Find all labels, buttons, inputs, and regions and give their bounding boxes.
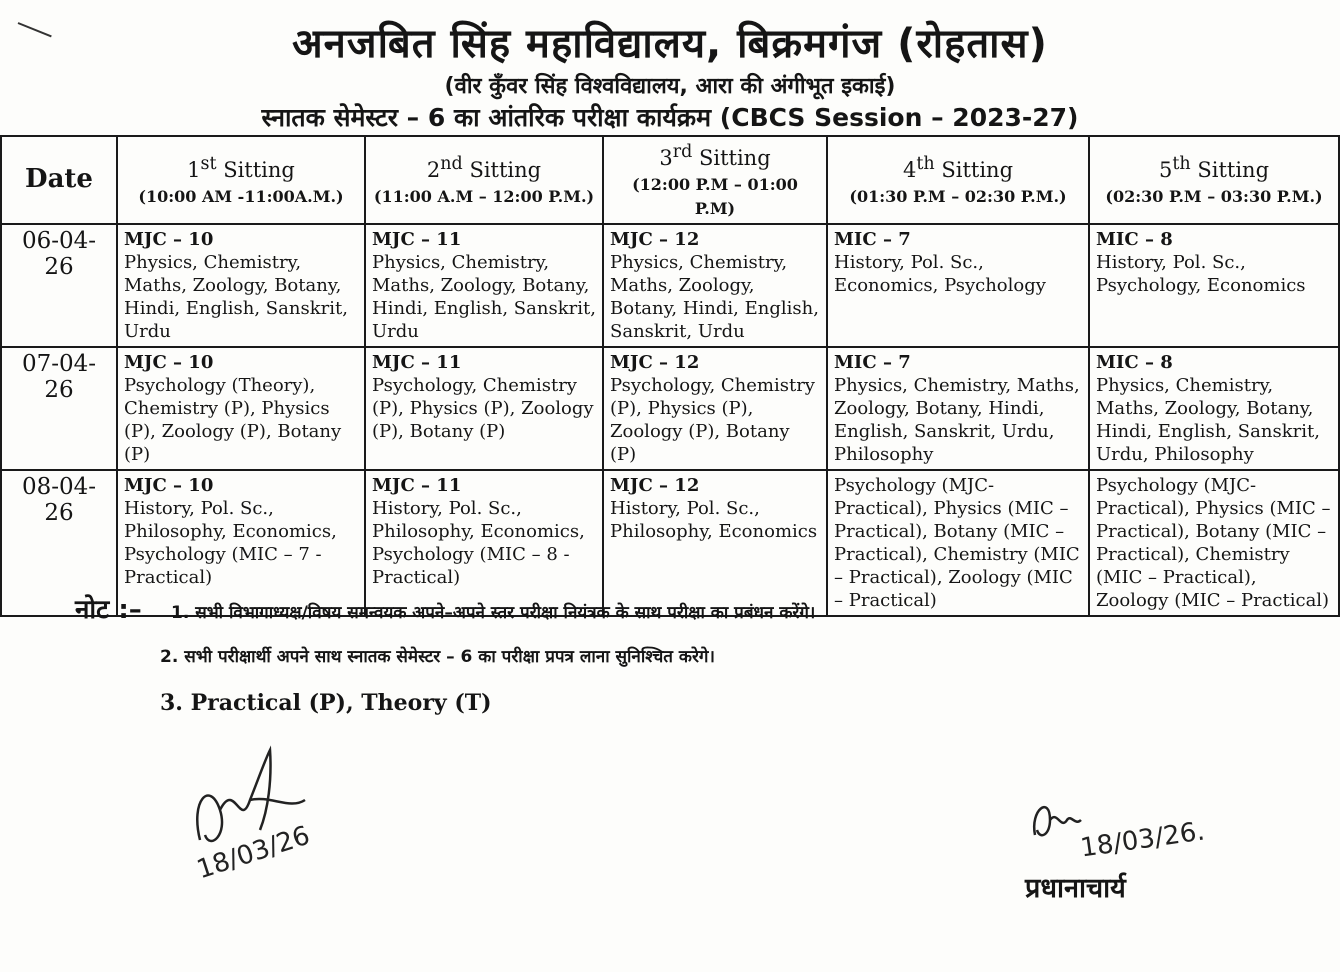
sitting-time: (10:00 AM -11:00A.M.) xyxy=(138,187,344,207)
schedule-cell: MJC – 10 History, Pol. Sc., Philosophy, Economics, Psychology (MIC – 7 - Practical) xyxy=(117,470,365,616)
schedule-cell: MIC – 8 Physics, Chemistry, Maths, Zoology, Botany, Hindi, English, Sanskrit, Urdu, Philosophy xyxy=(1089,347,1339,470)
table-row xyxy=(1,224,1339,347)
row-date: 06-04-26 xyxy=(1,224,117,347)
schedule-cell: Psychology (MJC- Practical), Physics (MIC – Practical), Botany (MIC – Practical), Chemistry (MIC – Practical), Zoology (MIC – Practical) xyxy=(827,470,1089,616)
schedule-cell: MJC – 10 Physics, Chemistry, Maths, Zoology, Botany, Hindi, English, Sanskrit, Urdu xyxy=(117,224,365,347)
university-affiliation: (वीर कुँवर सिंह विश्वविद्यालय, आरा की अंगीभूत इकाई) xyxy=(444,74,896,99)
schedule-cell: MIC – 7 Physics, Chemistry, Maths, Zoology, Botany, Hindi, English, Sanskrit, Urdu, Philosophy xyxy=(827,347,1089,470)
sitting-3-header: 3rd Sitting (12:00 P.M – 01:00 P.M) xyxy=(603,136,827,224)
principal-designation: प्रधानाचार्य xyxy=(1025,873,1126,904)
exam-schedule-table xyxy=(0,135,1340,617)
principal-signature-date: 18/03/26. xyxy=(1078,816,1207,864)
sitting-5-header: 5th Sitting (02:30 P.M – 03:30 P.M.) xyxy=(1089,136,1339,224)
sitting-2-header: 2nd Sitting (11:00 A.M – 12:00 P.M.) xyxy=(365,136,603,224)
schedule-cell: MJC – 12 Psychology, Chemistry (P), Physics (P), Zoology (P), Botany (P) xyxy=(603,347,827,470)
schedule-cell: MJC – 12 History, Pol. Sc., Philosophy, Economics xyxy=(603,470,827,616)
schedule-cell: MJC – 11 Physics, Chemistry, Maths, Zoology, Botany, Hindi, English, Sanskrit, Urdu xyxy=(365,224,603,347)
sitting-4-header: 4th Sitting (01:30 P.M – 02:30 P.M.) xyxy=(827,136,1089,224)
schedule-cell: MJC – 11 History, Pol. Sc., Philosophy, Economics, Psychology (MIC – 8 - Practical) xyxy=(365,470,603,616)
date-column-header: Date xyxy=(1,136,117,224)
notes-label: नोट :– xyxy=(75,595,142,625)
schedule-cell: MIC – 8 History, Pol. Sc., Psychology, Economics xyxy=(1089,224,1339,347)
row-date: 08-04-26 xyxy=(1,470,117,616)
schedule-cell: Psychology (MJC- Practical), Physics (MIC – Practical), Botany (MIC – Practical), Chemistry (MIC – Practical), Zoology (MIC – Practical) xyxy=(1089,470,1339,616)
schedule-cell: MJC – 10 Psychology (Theory), Chemistry (P), Physics (P), Zoology (P), Botany (P) xyxy=(117,347,365,470)
sitting-time: (01:30 P.M – 02:30 P.M.) xyxy=(849,187,1067,207)
sitting-time: (12:00 P.M – 01:00 P.M) xyxy=(632,175,798,218)
note-item: 1. सभी विभागाध्यक्ष/विषय समन्वयक अपने–अपने स्तर परीक्षा नियंत्रक के साथ परीक्षा का प्रबंधन करेंगे। xyxy=(171,603,816,623)
exam-program-title: स्नातक सेमेस्टर – 6 का आंतरिक परीक्षा कार्यक्रम (CBCS Session – 2023-27) xyxy=(261,103,1079,132)
schedule-cell: MIC – 7 History, Pol. Sc., Economics, Psychology xyxy=(827,224,1089,347)
schedule-cell: MJC – 11 Psychology, Chemistry (P), Physics (P), Zoology (P), Botany (P) xyxy=(365,347,603,470)
table-header-row xyxy=(1,136,1339,224)
note-item: 2. सभी परीक्षार्थी अपने साथ स्नातक सेमेस्टर – 6 का परीक्षा प्रपत्र लाना सुनिश्चित करेगे। xyxy=(160,647,715,667)
row-date: 07-04-26 xyxy=(1,347,117,470)
sitting-1-header: 1st Sitting (10:00 AM -11:00A.M.) xyxy=(117,136,365,224)
table-row xyxy=(1,470,1339,616)
schedule-cell: MJC – 12 Physics, Chemistry, Maths, Zoology, Botany, Hindi, English, Sanskrit, Urdu xyxy=(603,224,827,347)
sitting-time: (11:00 A.M – 12:00 P.M.) xyxy=(373,187,595,207)
college-name: अनजबित सिंह महाविद्यालय, बिक्रमगंज (रोहतास) xyxy=(292,21,1048,67)
table-row xyxy=(1,347,1339,470)
note-item: 3. Practical (P), Theory (T) xyxy=(160,690,492,716)
sitting-time: (02:30 P.M – 03:30 P.M.) xyxy=(1105,187,1323,207)
left-signature-date: 18/03/26 xyxy=(193,820,314,886)
